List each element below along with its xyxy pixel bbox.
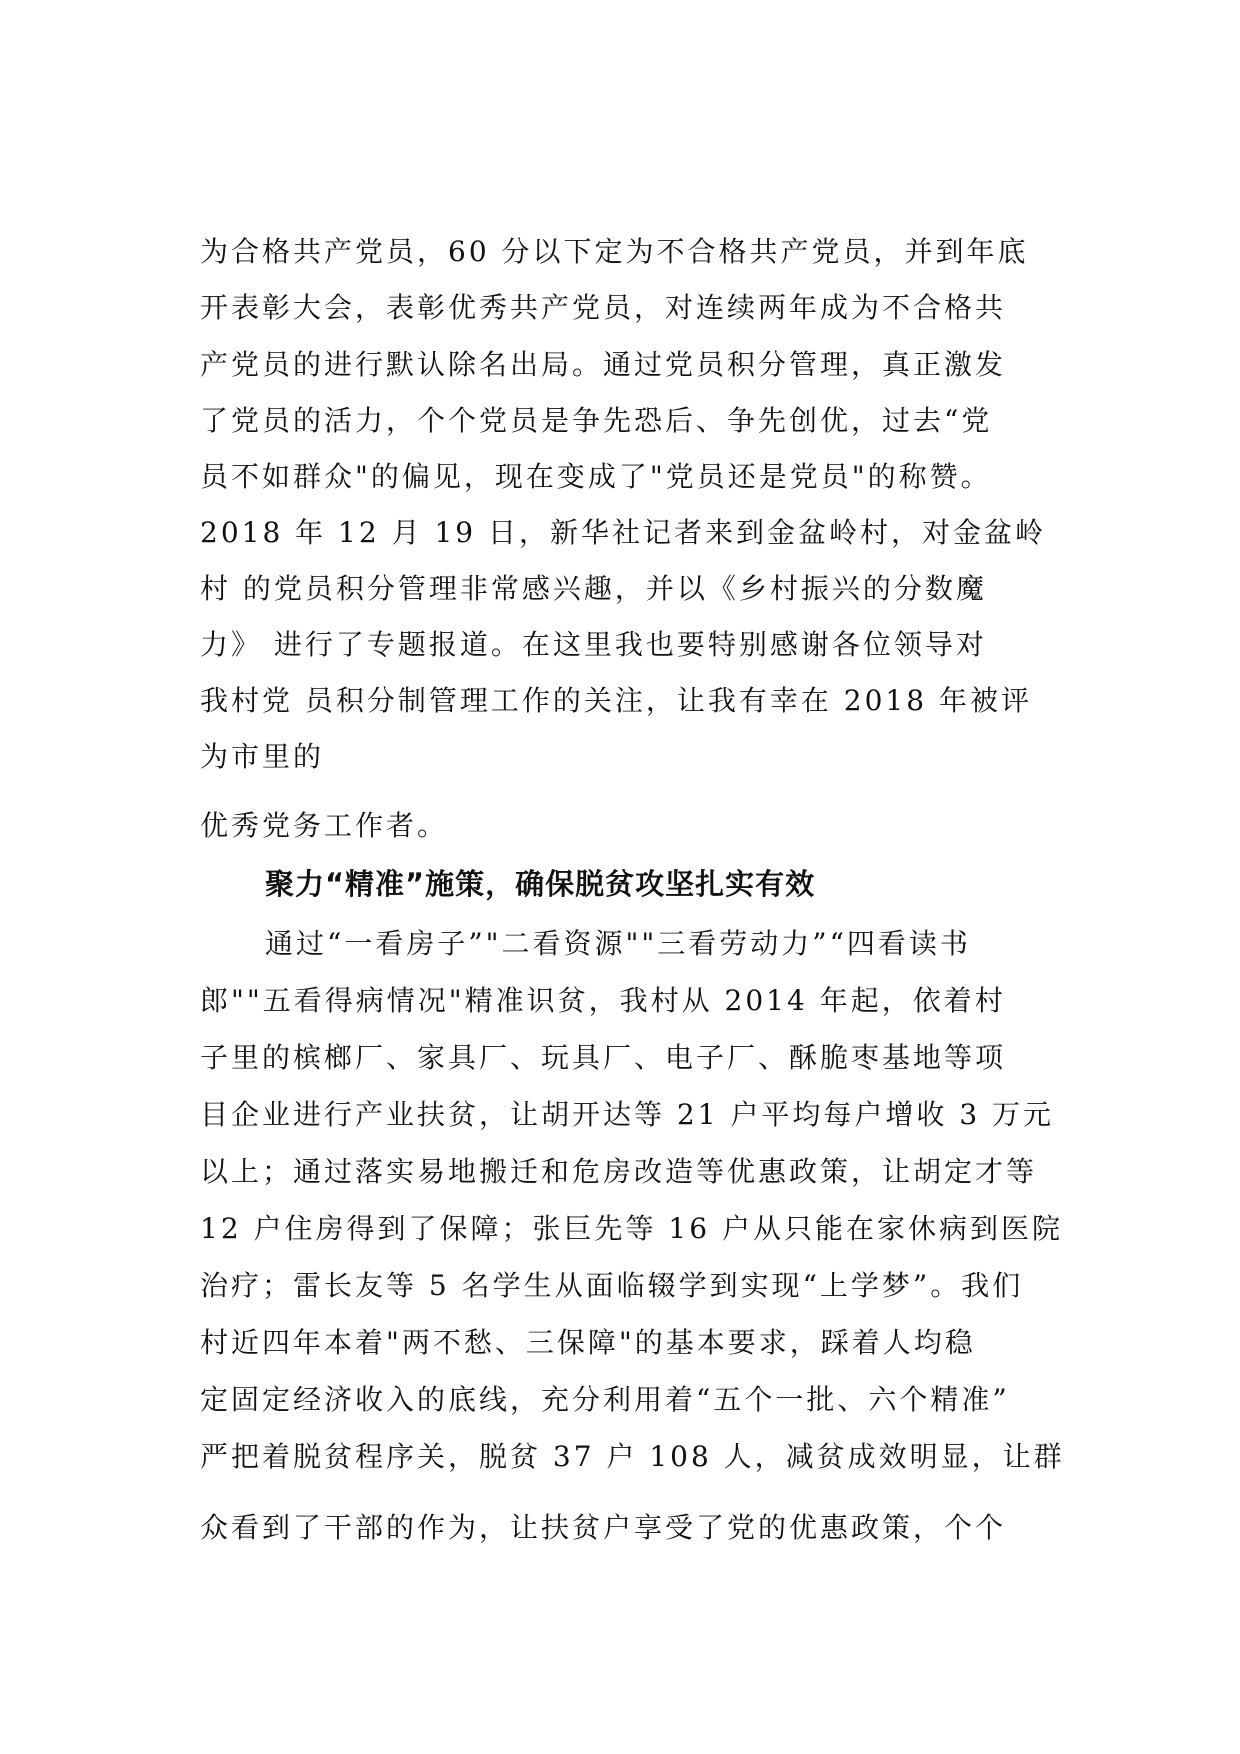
paragraph-line: 以上；通过落实易地搬迁和危房改造等优惠政策，让胡定才等 [200, 1155, 1038, 1188]
paragraph-line: 郎""五看得病情况"精准识贫，我村从 2014 年起，依着村 [200, 984, 1006, 1017]
paragraph-line: 优秀党务工作者。 [200, 809, 449, 842]
paragraph-line: 我村党 员积分制管理工作的关注，让我有幸在 2018 年被评 [200, 684, 1032, 717]
paragraph-line: 为市里的 [200, 740, 325, 773]
paragraph-line: 众看到了干部的作为，让扶贫户享受了党的优惠政策，个个 [200, 1511, 1007, 1544]
paragraph-line: 村近四年本着"两不愁、三保障"的基本要求，踩着人均稳 [200, 1326, 976, 1359]
paragraph-line: 产党员的进行默认除名出局。通过党员积分管理，真正激发 [200, 348, 1007, 381]
paragraph-line: 2018 年 12 月 19 日，新华社记者来到金盆岭村，对金盆岭 [200, 516, 1047, 549]
paragraph-line: 目企业进行产业扶贫，让胡开达等 21 户平均每户增收 3 万元 [200, 1098, 1055, 1131]
paragraph-line: 了党员的活力，个个党员是争先恐后、争先创优，过去“党 [200, 404, 993, 437]
paragraph-line: 开表彰大会，表彰优秀共产党员，对连续两年成为不合格共 [200, 291, 1007, 324]
paragraph-line: 员不如群众"的偏见，现在变成了"党员还是党员"的称赞。 [200, 460, 992, 493]
paragraph-line: 村 的党员积分管理非常感兴趣，并以《乡村振兴的分数魔 [200, 572, 987, 605]
section-heading: 聚力“精准”施策，确保脱贫攻坚扎实有效 [265, 867, 816, 901]
paragraph-line: 治疗；雷长友等 5 名学生从面临辍学到实现“上学梦”。我们 [200, 1269, 1024, 1302]
paragraph-line: 严把着脱贫程序关，脱贫 37 户 108 人，减贫成效明显，让群 [200, 1440, 1065, 1473]
paragraph-line: 12 户住房得到了保障；张巨先等 16 户从只能在家休病到医院 [200, 1212, 1063, 1245]
paragraph-line: 通过“一看房子”"二看资源""三看劳动力”“四看读书 [265, 927, 971, 960]
paragraph-line: 定固定经济收入的底线，充分利用着“五个一批、六个精准” [200, 1383, 1010, 1416]
paragraph-line: 力》 进行了专题报道。在这里我也要特别感谢各位领导对 [200, 628, 987, 661]
paragraph-line: 为合格共产党员，60 分以下定为不合格共产党员，并到年底 [200, 235, 1029, 268]
paragraph-line: 子里的槟榔厂、家具厂、玩具厂、电子厂、酥脆枣基地等项 [200, 1041, 1007, 1074]
